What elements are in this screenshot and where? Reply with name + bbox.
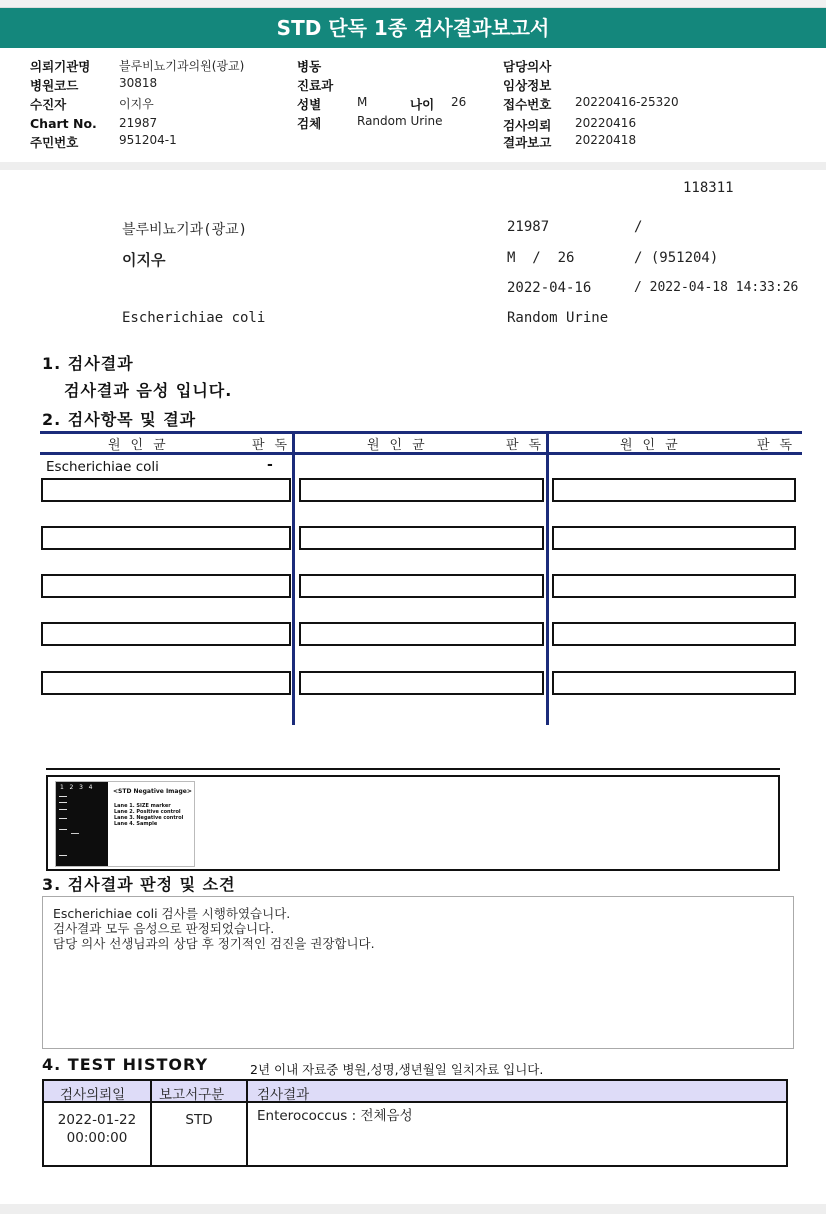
empty-item-box <box>41 622 291 646</box>
value-rrn: 951204-1 <box>119 133 177 147</box>
gel-caption: <STD Negative Image> <box>113 788 192 795</box>
empty-item-box <box>552 478 796 502</box>
label-clinic: 의뢰기관명 <box>30 59 91 74</box>
col-organism: 원인균 <box>367 438 435 453</box>
section3-title: 3. 검사결과 판정 및 소견 <box>42 875 236 894</box>
patient-sex-age: M / 26 <box>507 250 575 266</box>
history-result: Enterococcus : 전체음성 <box>257 1108 413 1124</box>
col-judgement: 판독 <box>757 438 803 453</box>
patient-name: 이지우 <box>122 251 166 269</box>
opinion-line: 담당 의사 선생님과의 상담 후 정기적인 검진을 권장합니다. <box>53 936 375 951</box>
patient-birth: / (951204) <box>634 250 719 266</box>
empty-item-box <box>299 671 544 695</box>
report-title: STD 단독 1종 검사결과보고서 <box>0 8 826 48</box>
gel-lane-4: Lane 4. Sample <box>114 821 158 827</box>
label-patient: 수진자 <box>30 97 67 112</box>
gel-band <box>59 802 67 803</box>
empty-item-box <box>552 622 796 646</box>
history-header-row <box>44 1081 786 1103</box>
empty-item-box <box>41 526 291 550</box>
bottom-strip <box>0 1204 826 1214</box>
label-specimen: 검체 <box>297 116 322 131</box>
opinion-box <box>42 896 794 1049</box>
gel-top-rule <box>46 768 780 770</box>
history-time: 00:00:00 <box>66 1130 128 1146</box>
specimen-type: Random Urine <box>507 310 609 326</box>
gel-band <box>71 833 79 834</box>
gel-electrophoresis-image <box>56 782 108 866</box>
history-date: 2022-01-22 <box>57 1112 137 1128</box>
value-specimen: Random Urine <box>357 114 443 128</box>
gel-lane-3: Lane 3. Negative control <box>114 815 184 821</box>
value-age: 26 <box>451 95 467 109</box>
history-type: STD <box>185 1112 213 1128</box>
value-chart: 21987 <box>119 116 158 130</box>
history-col-result: 검사결과 <box>257 1087 310 1103</box>
report-number: 118311 <box>683 180 734 196</box>
empty-item-box <box>552 671 796 695</box>
test-name: Escherichiae coli <box>122 310 266 326</box>
opinion-line: Escherichiae coli 검사를 시행하였습니다. <box>53 906 291 921</box>
empty-item-box <box>299 526 544 550</box>
label-code: 병원코드 <box>30 78 79 93</box>
patient-slash: / <box>634 219 643 235</box>
value-request: 20220416 <box>575 116 637 130</box>
history-col-date: 검사의뢰일 <box>60 1087 126 1103</box>
label-clinical: 임상정보 <box>503 78 552 93</box>
label-sex: 성별 <box>297 97 322 112</box>
gel-band <box>59 809 67 810</box>
section1-title: 1. 검사결과 <box>42 354 134 373</box>
top-strip <box>0 0 826 8</box>
empty-item-box <box>299 622 544 646</box>
report-datetime: / 2022-04-18 14:33:26 <box>634 280 799 295</box>
empty-item-box <box>552 574 796 598</box>
label-doctor: 담당의사 <box>503 59 552 74</box>
history-col-divider <box>246 1079 248 1167</box>
col-judgement: 판독 <box>252 438 298 453</box>
label-age: 나이 <box>410 97 435 112</box>
header-separator <box>0 162 826 170</box>
section2-title: 2. 검사항목 및 결과 <box>42 410 197 429</box>
value-code: 30818 <box>119 76 158 90</box>
gel-lane-2: Lane 2. Positive control <box>114 809 181 815</box>
value-sex: M <box>357 95 368 109</box>
empty-item-box <box>41 671 291 695</box>
col-judgement: 판독 <box>506 438 552 453</box>
label-request: 검사의뢰 <box>503 118 552 133</box>
empty-item-box <box>299 574 544 598</box>
items-col-divider <box>546 431 549 725</box>
gel-lane-numbers: 1 2 3 4 <box>60 784 93 791</box>
value-report: 20220418 <box>575 133 637 147</box>
col-organism: 원인균 <box>108 438 176 453</box>
gel-band <box>59 829 67 830</box>
label-rrn: 주민번호 <box>30 135 79 150</box>
history-header-rule <box>42 1101 788 1103</box>
label-chart: Chart No. <box>30 116 97 131</box>
history-col-type: 보고서구분 <box>159 1087 225 1103</box>
gel-band <box>59 818 67 819</box>
section4-title: 4. TEST HISTORY <box>42 1055 209 1074</box>
value-receipt: 20220416-25320 <box>575 95 679 109</box>
gel-band <box>59 855 67 856</box>
value-patient: 이지우 <box>119 97 154 111</box>
item-organism: Escherichiae coli <box>46 459 159 475</box>
item-result: - <box>267 457 273 473</box>
label-ward: 병동 <box>297 59 322 74</box>
label-dept: 진료과 <box>297 78 334 93</box>
empty-item-box <box>41 574 291 598</box>
patient-clinic: 블루비뇨기과(광교) <box>122 222 248 238</box>
col-organism: 원인균 <box>620 438 688 453</box>
patient-chart: 21987 <box>507 219 550 235</box>
request-date: 2022-04-16 <box>507 280 592 296</box>
history-note: 2년 이내 자료중 병원,성명,생년월일 일치자료 입니다. <box>250 1062 544 1077</box>
empty-item-box <box>41 478 291 502</box>
label-report: 결과보고 <box>503 135 552 150</box>
empty-item-box <box>552 526 796 550</box>
label-receipt: 접수번호 <box>503 97 552 112</box>
gel-lane-1: Lane 1. SIZE marker <box>114 803 171 809</box>
section1-result: 검사결과 음성 입니다. <box>64 381 233 400</box>
value-clinic: 블루비뇨기과의원(광교) <box>119 59 245 73</box>
opinion-line: 검사결과 모두 음성으로 판정되었습니다. <box>53 921 275 936</box>
empty-item-box <box>299 478 544 502</box>
gel-band <box>59 796 67 797</box>
items-col-divider <box>292 431 295 725</box>
